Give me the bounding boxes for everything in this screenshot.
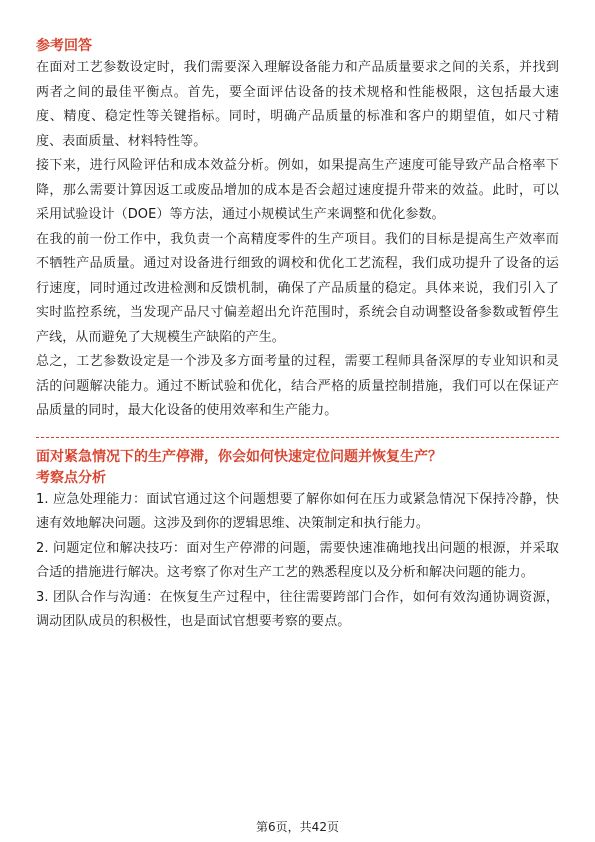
- answer-paragraph-2: 接下来，进行风险评估和成本效益分析。例如，如果提高生产速度可能导致产品合格率下降，那么需要计算因返工或废品增加的成本是否会超过速度提升带来的效益。此时，可以采用试验设计（DOE）等方法，通过小规模试生产来调整和优化参数。: [36, 158, 559, 222]
- analysis-item-1: 1. 应急处理能力：面试官通过这个问题想要了解你如何在压力或紧急情况下保持冷静，快速有效地解决问题。这涉及到你的逻辑思维、决策制定和执行能力。: [36, 491, 559, 531]
- answer-paragraph-3: 在我的前一份工作中，我负责一个高精度零件的生产项目。我们的目标是提高生产效率而不牺牲产品质量。通过对设备进行细致的调校和优化工艺流程，我们成功提升了设备的运行速度，同时通过改进检测和反馈机制，确保了产品质量的稳定。具体来说，我们引入了实时监控系统，当发现产品尺寸偏差超出允许范围时，系统会自动调整设备参数或暂停生产线，从而避免了大规模生产缺陷的产生。: [36, 231, 559, 345]
- question-heading: 面对紧急情况下的生产停滞，你会如何快速定位问题并恢复生产？: [36, 448, 442, 465]
- answer-paragraph-4: 总之，工艺参数设定是一个涉及多方面考量的过程，需要工程师具备深厚的专业知识和灵活的问题解决能力。通过不断试验和优化，结合严格的质量控制措施，我们可以在保证产品质量的同时，最大化设备的使用效率和生产能力。: [36, 354, 559, 418]
- answer-heading: 参考回答: [36, 38, 92, 54]
- analysis-item-2: 2. 问题定位和解决技巧：面对生产停滞的问题，需要快速准确地找出问题的根源，并采取合适的措施进行解决。这考察了你对生产工艺的熟悉程度以及分析和解决问题的能力。: [36, 540, 559, 580]
- analysis-heading: 考察点分析: [36, 469, 106, 486]
- page-content: [36, 36, 559, 635]
- section-divider: [36, 437, 559, 438]
- analysis-item-3: 3. 团队合作与沟通：在恢复生产过程中，往往需要跨部门合作，如何有效沟通协调资源，调动团队成员的积极性，也是面试官想要考察的要点。: [36, 589, 559, 629]
- page-number: 第6页，共42页: [256, 820, 339, 834]
- answer-paragraph-1: 在面对工艺参数设定时，我们需要深入理解设备能力和产品质量要求之间的关系，并找到两者之间的最佳平衡点。首先，要全面评估设备的技术规格和性能极限，这包括最大速度、精度、稳定性等关键指标。同时，明确产品质量的标准和客户的期望值，如尺寸精度、表面质量、材料特性等。: [36, 60, 559, 149]
